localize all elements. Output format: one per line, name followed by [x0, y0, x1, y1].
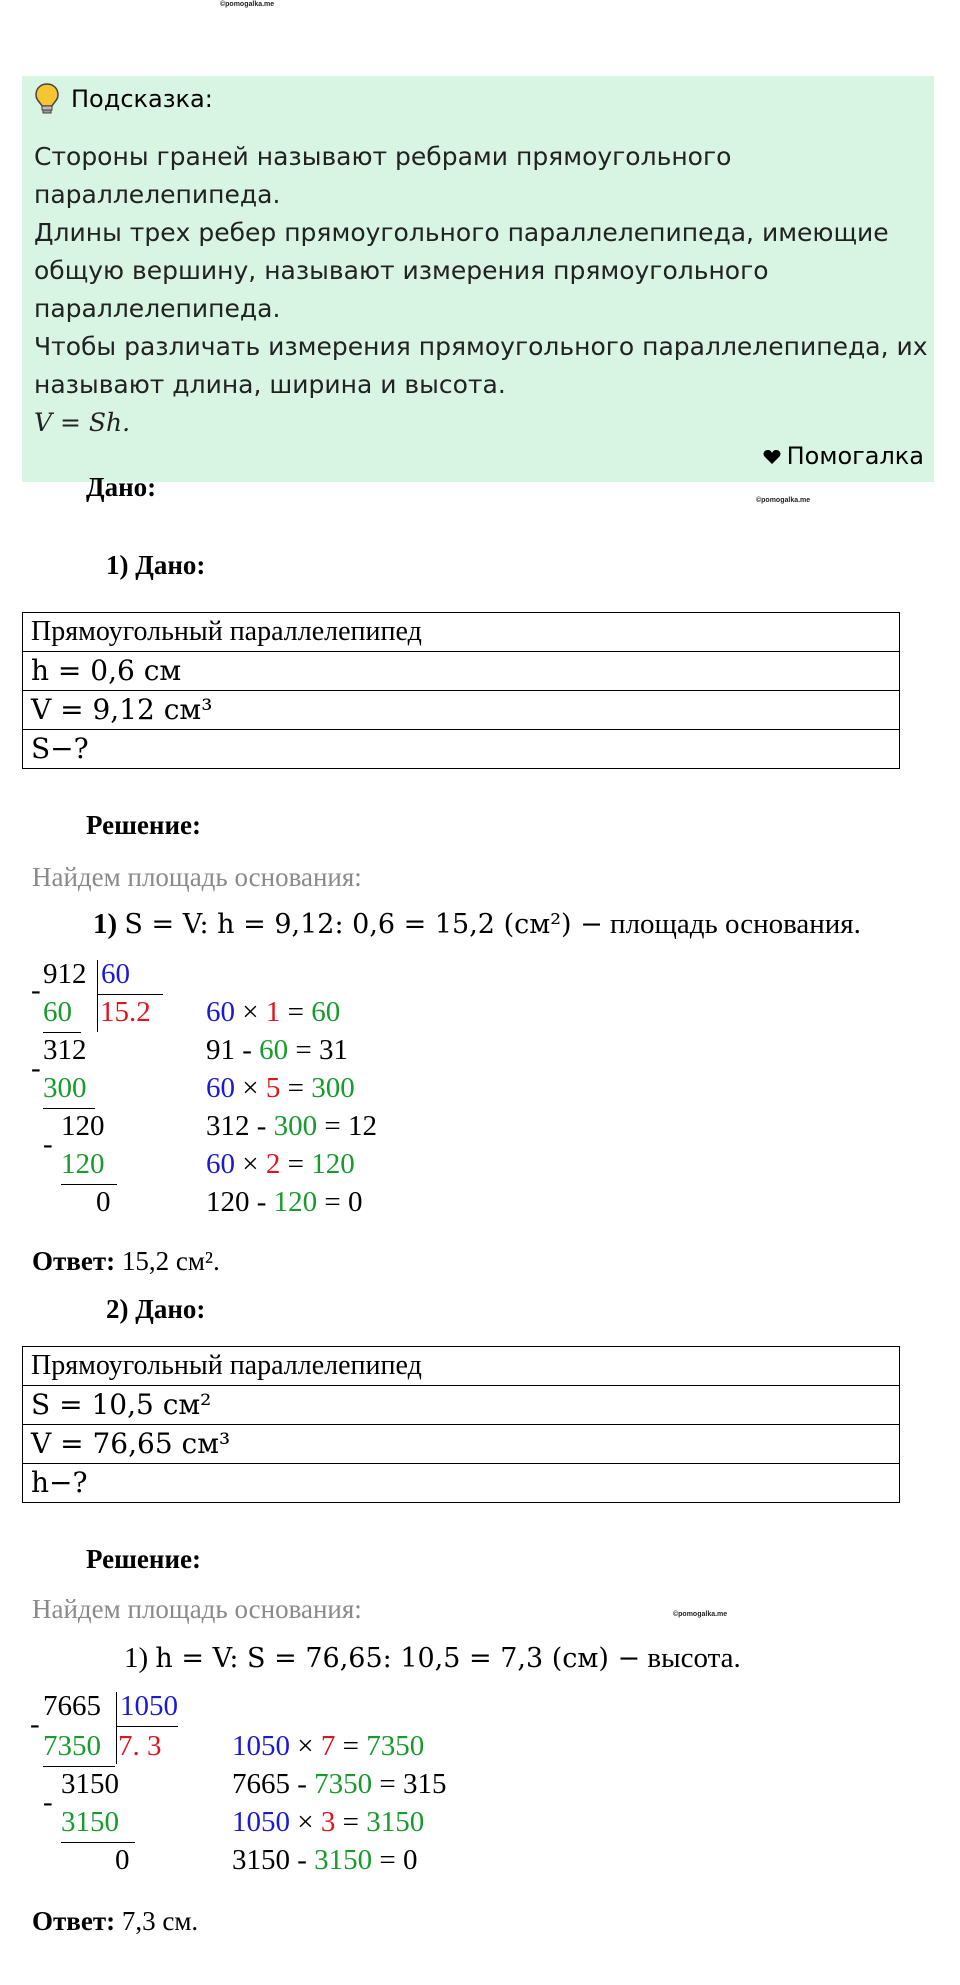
task1-solution-heading: Решение:: [86, 810, 201, 840]
check-line: 91 - 60 = 31: [206, 1034, 349, 1066]
minus-sign: -: [31, 974, 41, 1006]
hint-line: называют длина, ширина и высота.: [34, 370, 506, 399]
task1-step-num: 1): [93, 908, 118, 940]
task1-given-row: Прямоугольный параллелепипед: [23, 613, 900, 652]
task2-given-table: [22, 1346, 900, 1503]
check-line: 60 × 1 = 60: [206, 996, 341, 1028]
divisor: 60: [101, 958, 130, 990]
task1-heading: 1) Дано:: [106, 550, 206, 580]
division-bar-horizontal: [97, 994, 163, 995]
check-line: 60 × 5 = 300: [206, 1072, 355, 1104]
divisor: 1050: [120, 1690, 178, 1722]
task1-note: Найдем площадь основания:: [32, 862, 362, 892]
minus-sign: -: [43, 1786, 53, 1818]
hint-line: Чтобы различать измерения прямоугольного параллелепипеда, их: [34, 332, 928, 361]
hint-line: Стороны граней называют ребрами прямоугольного: [34, 142, 732, 171]
task1-step: [93, 908, 861, 941]
task2-note: Найдем площадь основания:: [32, 1594, 362, 1624]
hint-signature: [763, 442, 924, 470]
task2-heading: 2) Дано:: [106, 1294, 206, 1324]
hint-title: Подсказка:: [71, 85, 213, 113]
check-line: 120 - 120 = 0: [206, 1186, 363, 1218]
subtrahend: 60: [43, 996, 72, 1028]
task1-given-table: [22, 612, 900, 769]
task2-step-text: высота.: [647, 1642, 741, 1674]
given-heading: Дано:: [86, 472, 157, 502]
answer-label: Ответ:: [32, 1906, 116, 1936]
subtrahend: 7350: [43, 1730, 101, 1762]
division-bar-vertical: [97, 960, 98, 1032]
division-bar-vertical: [116, 1692, 117, 1764]
check-line: 7665 - 7350 = 315: [232, 1768, 447, 1800]
task2-step: [124, 1642, 741, 1675]
task1-given-row: V = 9,12 см³: [23, 691, 900, 730]
subtrahend: 3150: [61, 1806, 119, 1838]
task2-given-row: V = 76,65 см³: [23, 1425, 900, 1464]
remainder: 120: [61, 1110, 105, 1142]
answer-value: 15,2 см².: [121, 1246, 220, 1276]
check-line: 1050 × 3 = 3150: [232, 1806, 425, 1838]
subtraction-line: [43, 1108, 95, 1109]
task2-step-num: 1): [124, 1642, 149, 1674]
minus-sign: -: [30, 1708, 40, 1740]
remainder: 3150: [61, 1768, 119, 1800]
check-line: 60 × 2 = 120: [206, 1148, 355, 1180]
final-remainder: 0: [96, 1186, 111, 1218]
task2-answer: [32, 1906, 198, 1937]
task1-given-row: S−?: [23, 730, 900, 769]
task1-given-row: h = 0,6 см: [23, 652, 900, 691]
minus-sign: -: [43, 1128, 53, 1160]
subtrahend: 120: [61, 1148, 105, 1180]
division-bar-horizontal: [116, 1726, 178, 1727]
hint-line: общую вершину, называют измерения прямоугольного: [34, 256, 769, 285]
task2-given-row: Прямоугольный параллелепипед: [23, 1347, 900, 1386]
watermark-mid: ©pomogalka.me: [756, 497, 811, 504]
watermark-top: ©pomogalka.me: [220, 1, 275, 8]
subtraction-line: [43, 1032, 81, 1033]
watermark-low: ©pomogalka.me: [673, 1611, 728, 1618]
hint-line: параллелепипеда.: [34, 180, 281, 209]
subtraction-line: [61, 1184, 117, 1185]
minus-sign: -: [31, 1052, 41, 1084]
subtraction-line: [43, 1766, 115, 1767]
hint-line: параллелепипеда.: [34, 294, 281, 323]
dividend: 7665: [43, 1690, 101, 1722]
hint-body: [34, 138, 928, 442]
hint-box: [22, 76, 934, 482]
task2-step-math: h = V: S = 76,65: 10,5 = 7,3 (см) −: [155, 1643, 641, 1674]
final-remainder: 0: [115, 1844, 130, 1876]
answer-label: Ответ:: [32, 1246, 116, 1276]
signature-text: Помогалка: [786, 442, 924, 470]
task2-solution-heading: Решение:: [86, 1544, 201, 1574]
quotient: 15.2: [100, 996, 151, 1028]
remainder: 312: [43, 1034, 87, 1066]
task2-given-row: h−?: [23, 1464, 900, 1503]
task2-given-row: S = 10,5 см²: [23, 1386, 900, 1425]
subtrahend: 300: [43, 1072, 87, 1104]
check-line: 312 - 300 = 12: [206, 1110, 378, 1142]
task1-step-math: S = V: h = 9,12: 0,6 = 15,2 (см²) −: [124, 909, 603, 940]
hint-formula: V = Sh.: [34, 408, 131, 437]
quotient: 7. 3: [118, 1730, 162, 1762]
subtraction-line: [61, 1842, 135, 1843]
task1-answer: [32, 1246, 220, 1277]
heart-icon: [763, 449, 781, 465]
lightbulb-icon: [34, 82, 60, 116]
task1-step-text: площадь основания.: [610, 908, 861, 940]
check-line: 3150 - 3150 = 0: [232, 1844, 418, 1876]
answer-value: 7,3 см.: [121, 1906, 199, 1936]
hint-line: Длины трех ребер прямоугольного параллелепипеда, имеющие: [34, 218, 889, 247]
check-line: 1050 × 7 = 7350: [232, 1730, 425, 1762]
dividend: 912: [43, 958, 87, 990]
